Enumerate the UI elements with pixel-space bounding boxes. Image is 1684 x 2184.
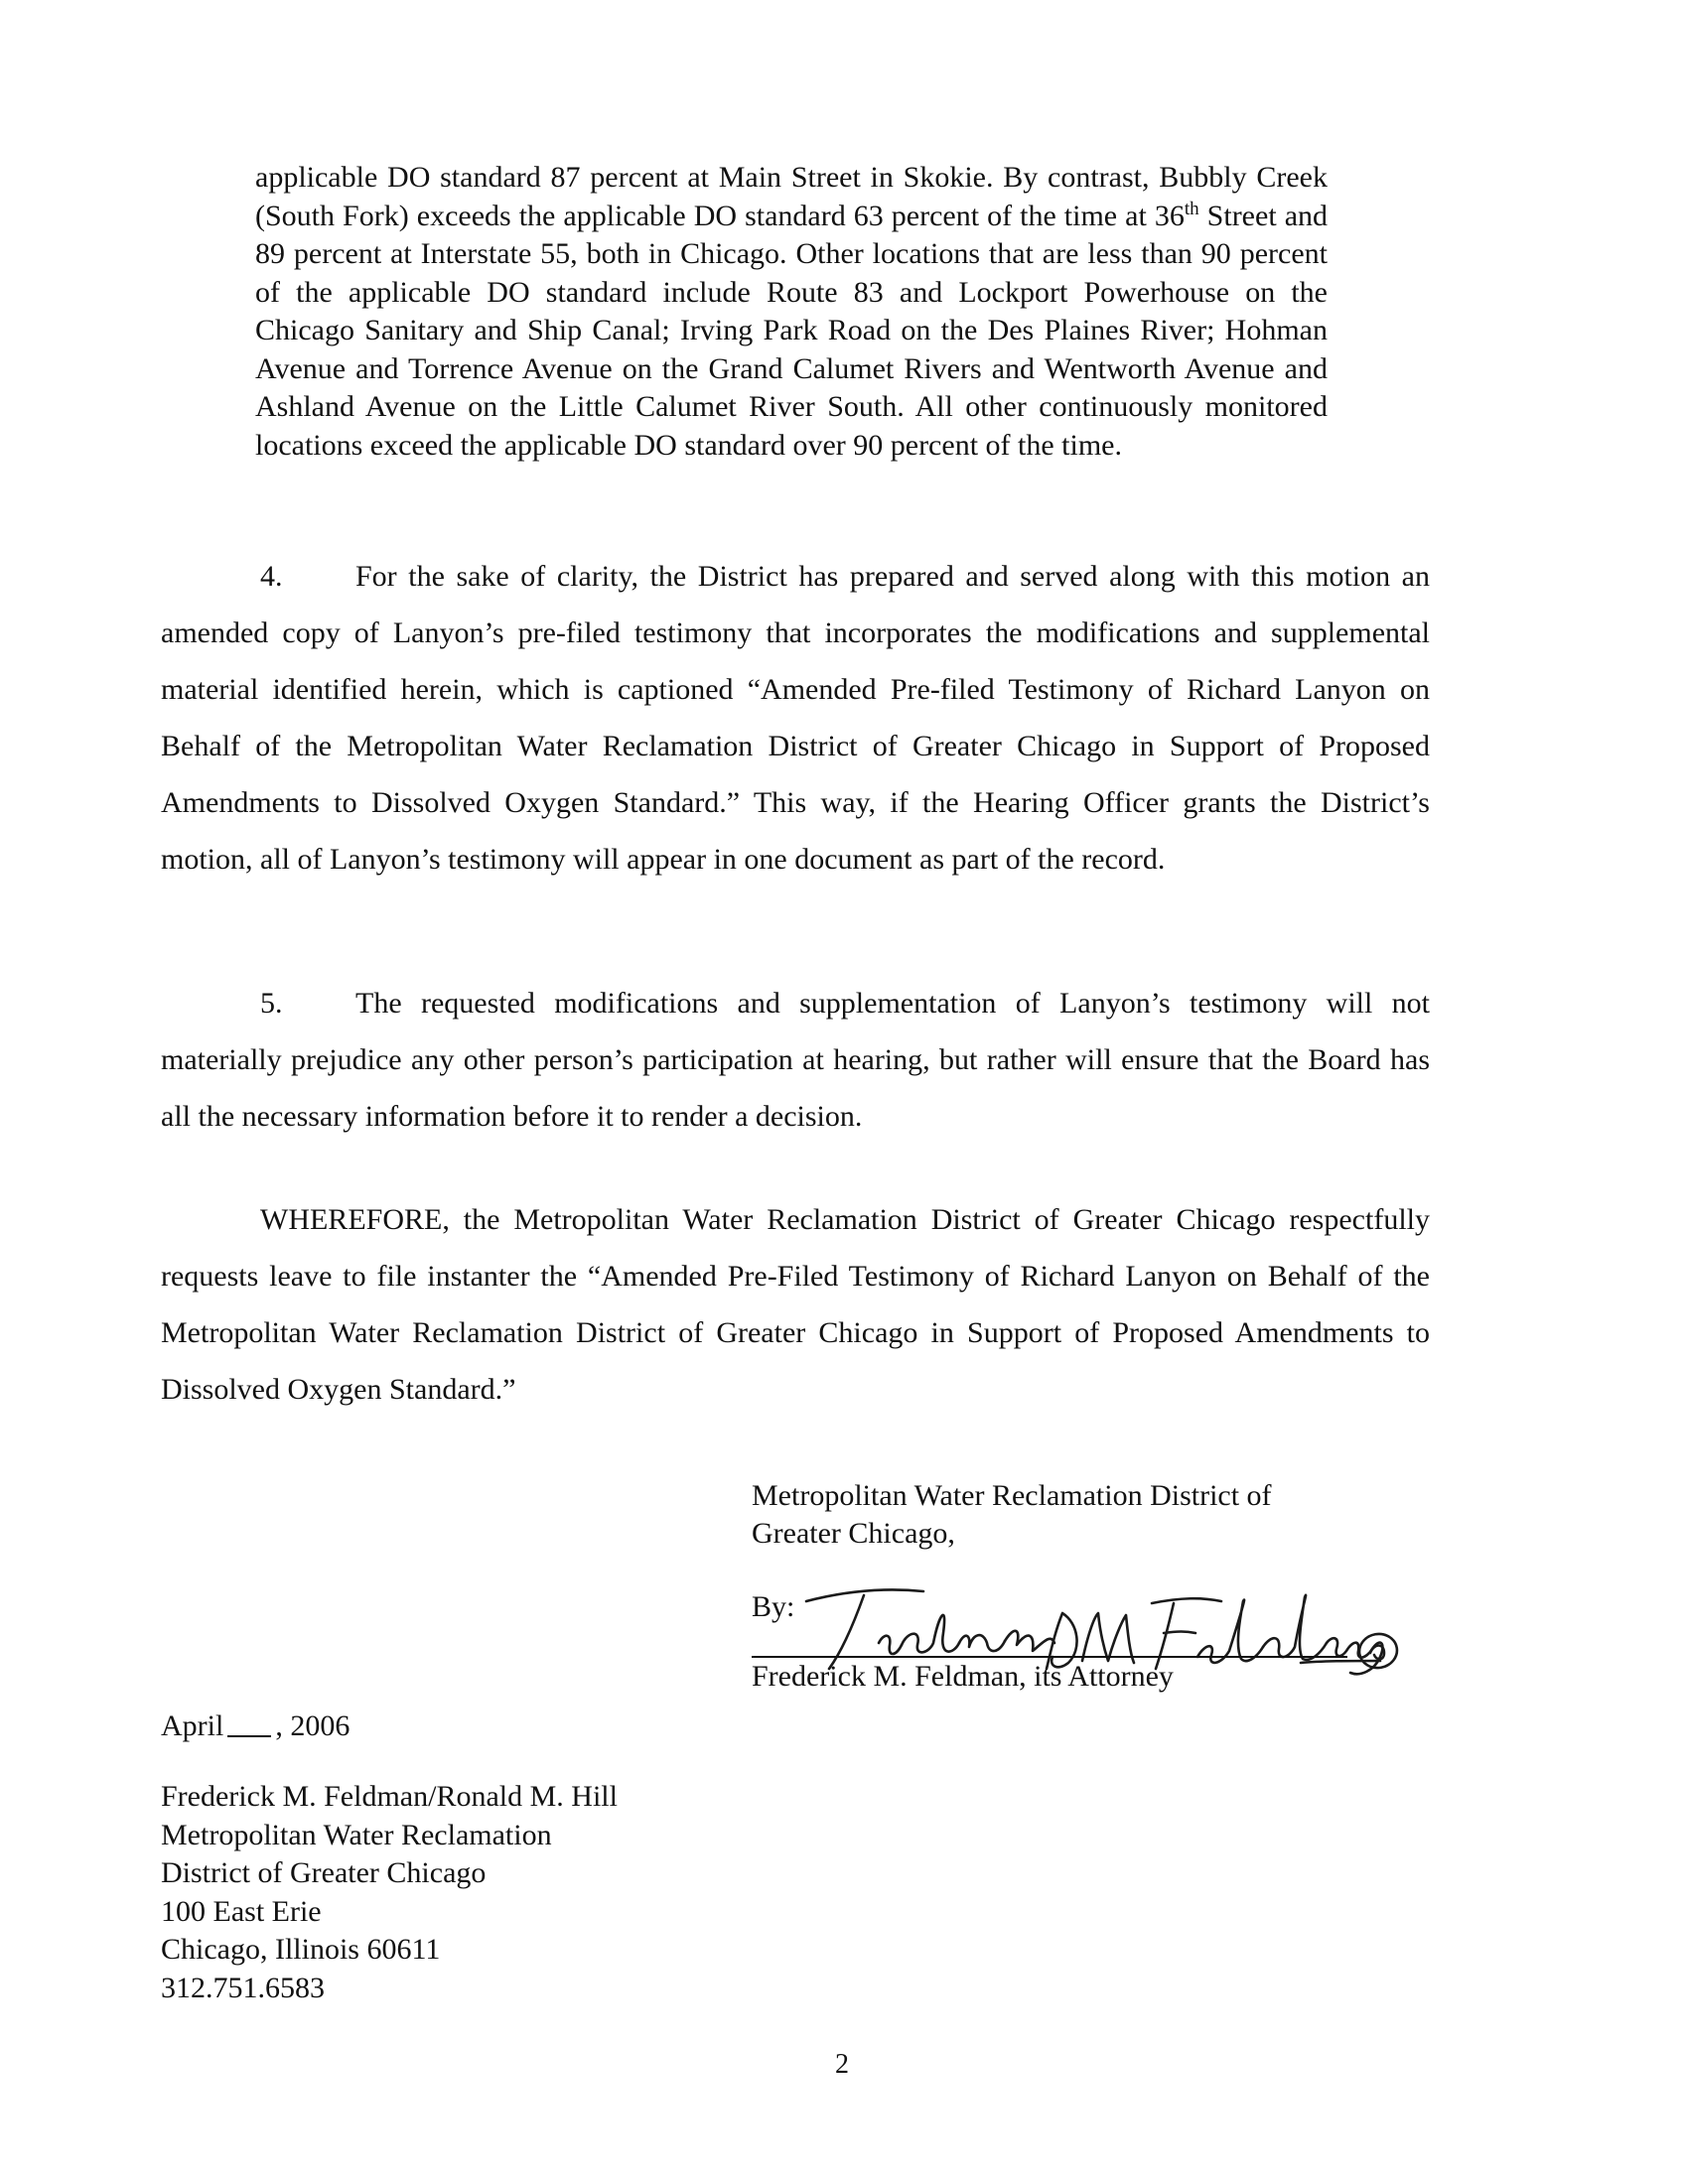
quote-ordinal-suffix: th — [1184, 198, 1199, 219]
address-line: District of Greater Chicago — [161, 1856, 487, 1889]
paragraph-text: The requested modifications and supplementation of Lanyon’s testimony will not materially prejudice any other person’s participation at hearing, but rather will ensure that the Board has all the necessary information before it to render a decision. — [161, 987, 1430, 1133]
address-line: 100 East Erie — [161, 1894, 322, 1928]
quote-street-number: 36 — [1154, 199, 1185, 232]
date-line — [161, 1709, 350, 1743]
paragraph-text: WHEREFORE, the Metropolitan Water Reclamation District of Greater Chicago respectfully requests leave to file instanter the “Amended Pre-Filed Testimony of Richard Lanyon on Behalf of the Metropolitan Water Reclamation District of Greater Chicago in Support of Proposed Amendments to Dissolved Oxygen Standard.” — [161, 1203, 1430, 1406]
address-line: Metropolitan Water Reclamation — [161, 1818, 552, 1851]
wherefore-paragraph — [161, 1191, 1430, 1418]
address-line: Frederick M. Feldman/Ronald M. Hill — [161, 1780, 618, 1813]
organization-line-1: Metropolitan Water Reclamation District of — [752, 1479, 1272, 1512]
paragraph-4 — [161, 548, 1430, 887]
signer-name: Frederick M. Feldman, its Attorney — [752, 1660, 1174, 1693]
paragraph-number: 5. — [260, 987, 283, 1020]
attorney-address-block — [161, 1778, 618, 2007]
paragraph-5 — [161, 975, 1430, 1145]
signature-organization — [752, 1477, 1272, 1553]
quote-text-part1: applicable DO standard 87 percent at Main Street in Skokie. By contrast, Bubbly Creek (South Fork) exceeds the applicable DO standard 63 percent of the time at — [255, 161, 1328, 232]
block-quote — [255, 159, 1328, 465]
address-line: 312.751.6583 — [161, 1971, 325, 2004]
page-number: 2 — [835, 2049, 849, 2080]
by-label: By: — [752, 1590, 795, 1623]
paragraph-number: 4. — [260, 560, 283, 593]
date-year: , 2006 — [275, 1709, 351, 1742]
signature-line — [752, 1656, 1347, 1658]
paragraph-text: For the sake of clarity, the District has prepared and served along with this motion an amended copy of Lanyon’s pre-filed testimony that incorporates the modifications and supplemental material identified herein, which is captioned “Amended Pre-filed Testimony of Richard Lanyon on Behalf of the Metropolitan Water Reclamation District of Greater Chicago in Support of Proposed Amendments to Dissolved Oxygen Standard.” This way, if the Hearing Officer grants the District’s motion, all of Lanyon’s testimony will appear in one document as part of the record. — [161, 560, 1430, 876]
date-day-blank — [227, 1709, 271, 1737]
organization-line-2: Greater Chicago, — [752, 1517, 955, 1550]
date-month: April — [161, 1709, 224, 1742]
quote-text-part2: Street and 89 percent at Interstate 55, both in Chicago. Other locations that are less than 90 percent of the applicable DO standard include Route 83 and Lockport Powerhouse on the Chicago Sanitary and Ship Canal; Irving Park Road on the Des Plaines River; Hohman Avenue and Torrence Avenue on the Grand Calumet Rivers and Wentworth Avenue and Ashland Avenue on the Little Calumet River South. All other continuously monitored locations exceed the applicable DO standard over 90 percent of the time. — [255, 199, 1329, 462]
address-line: Chicago, Illinois 60611 — [161, 1933, 441, 1966]
